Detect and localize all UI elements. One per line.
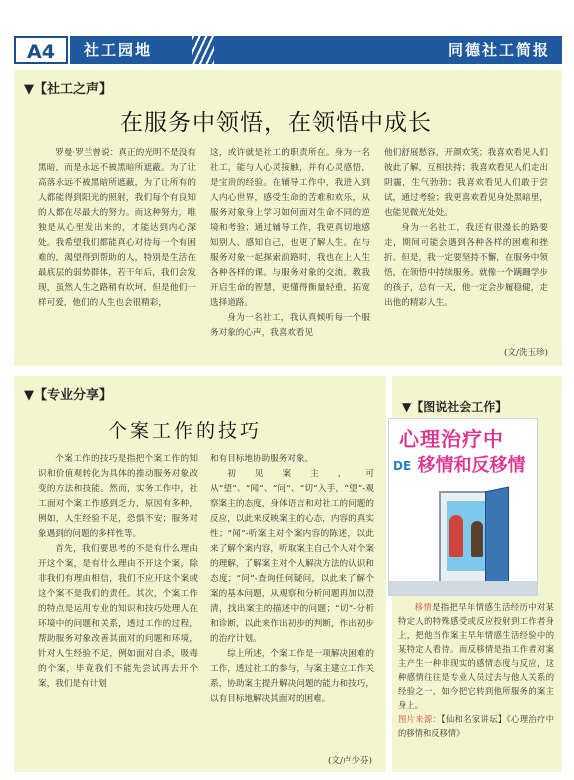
caption-highlight: 移情 [414,602,433,612]
caption-text: 是指把早年情感生活经历中对某特定人的特殊感受或反应投射到工作者身上，把他当作案主早年情感生活经验中的某特定人看待。而反移情是指工作者对案主产生一种非现实的感情态度与反应，这种感情往往是专业人员过去与他人关系的经验之一，如今把它转到他所服务的案主身上。 [398,602,554,710]
illustration-caption [398,600,554,740]
illustration-title-line-1: 心理治疗中 [399,427,504,451]
article-column-1 [38,452,198,692]
article-paragraph: 个案工作的技巧是指把个案工作的知识和价值观转化为具体的推动服务对象改变的方法和技能。然而，实务工作中，社工面对个案工作感到乏力，原因有多种，例如，人生经验不足，恐惧不安；服务对象遇到的问题的多样性等。 [38,454,198,539]
article-paragraph: 这，或许就是社工的职责所在。身为一名社工，能与人心灵接触，并有心灵感悟，是宝贵的经验。在辅导工作中，我进入到人内心世界，感受生命的苦难和欢乐，从服务对象身上学习如何面对生命不同的逆境和考验；通过辅导工作，我更真切地感知别人，感知自己，也更了解人生。在与服务对象一起探索前路时，我也在上人生各种各样的课。与服务对象的交流，教我开启生命的智慧，更懂得衡量轻重，拓宽选择道路。 [210,148,370,308]
author-credit: (文/卢少芬) [328,756,372,766]
page-header [14,36,562,66]
article-paragraph: 身为一名社工，我还有很漫长的路要走，期间可能会遇到各种各样的困难和挫折。但是，我一定要坚持不懈，在服务中领悟，在领悟中持续服务。就像一个蹒跚学步的孩子，总有一天，他一定会步履稳健，走出他的精彩人生。 [384,223,548,308]
floor-shape [389,581,537,595]
section-label: ▼【专业分享】 [24,388,112,403]
article-paragraph: 他们舒展愁容，开颜欢笑；我喜欢看见人们彼此了解，互相扶持；我喜欢看见人们走出阴霾，生气勃勃；我喜欢看见人们敢于尝试，通过考验；我更喜欢看见身处黑暗里，也能见微光处处。 [384,148,548,218]
illustration-title-line-2 [393,451,525,477]
transference-illustration [388,418,538,596]
article-column-1 [38,146,196,311]
person-figure-icon [449,515,463,557]
section-label: ▼【社工之声】 [24,82,112,97]
article-title: 个案工作的技巧 [108,420,263,442]
article-paragraph: 首先，我们要思考的不是有什么理由开这个案，是有什么理由不开这个案，除非我们有理由相信，我们不应开这个案或这个案不是我们的责任。其次，个案工作的特点是运用专业的知识和技巧处理人在环境中的问题和关系，透过工作的过程，帮助服务对象改善其面对的问题和环境，针对人生经验不足，例如面对自杀，吸毒的个案，毕竟我们不能先尝试再去开个案，我们是有计划 [38,544,198,689]
illustration-title-text: 移情和反移情 [417,455,526,476]
section-social-worker-voice [14,70,562,366]
article-paragraph: 身为一名社工，我认真倾听每一个服务对象的心声，我喜欢看见 [210,313,370,338]
author-credit: (文/洗玉珍) [504,348,548,358]
article-paragraph: 初见案主，可从“望”、“闻”、“问”、“切”入手，“望”-观察案主的态度，身体语言和对社工的问题的反应，以此来反映案主的心态，内容的真实性；“闻”-听案主对个案内容的陈述，以此来了解个案内容，听取案主自己个人对个案的理解，了解案主对个人解决方法的认识和态度；“问”-查询任何疑问，以此来了解个案的基本问题，从观察和分析问题再加以澄清，找出案主的描述中的问题；“切”-分析和诊断，以此来作出初步的判断，作出初步的治疗计划。 [210,469,374,644]
article-column-2 [210,452,374,707]
open-door-leaf-icon [485,486,509,591]
image-source-text: 【仙和名家讲坛】《心理治疗中的移情和反移情》 [398,714,554,738]
article-paragraph: 罗曼·罗兰曾说：真正的光明不是没有黑暗，而是永远不被黑暗所遮蔽。为了让高落永远不被黑暗所遮蔽，为了让所有的人都能得到阳光的照射，我们每个有良知的人都在尽最大的努力。而这种努力，唯独是从心里发出来的，才能达到内心深处。我希望我们都能真心对待每一个有困难的，渴望得到帮助的人，特别是生活在最底层的弱势群体，若干年后，我们会发现，虽然人生之路稍有坎坷，但是他们一样可爱，他们的人生也会很精彩， [38,148,196,308]
person-figure-icon [471,521,483,557]
section-label: ▼【图说社会工作】 [402,400,508,414]
page-number: A4 [14,36,68,64]
image-source-label: 图片来源： [398,714,442,724]
article-paragraph: 综上所述，个案工作是一项解决困难的工作，透过社工的参与，与案主建立工作关系，协助案主提升解决问题的能力和技巧，以有目标地解决其面对的困难。 [210,649,374,704]
article-column-2 [210,146,370,341]
column-name: 社工园地 [84,41,153,59]
article-title: 在服务中领悟，在领悟中成长 [120,110,432,136]
article-column-3 [384,146,548,311]
illustration-de: DE [393,459,412,473]
paper-name: 同德社工简报 [447,41,550,59]
article-paragraph: 和有目标地协助服务对象。 [210,454,314,464]
header-stripes [192,36,214,64]
section-professional-sharing [14,376,386,772]
